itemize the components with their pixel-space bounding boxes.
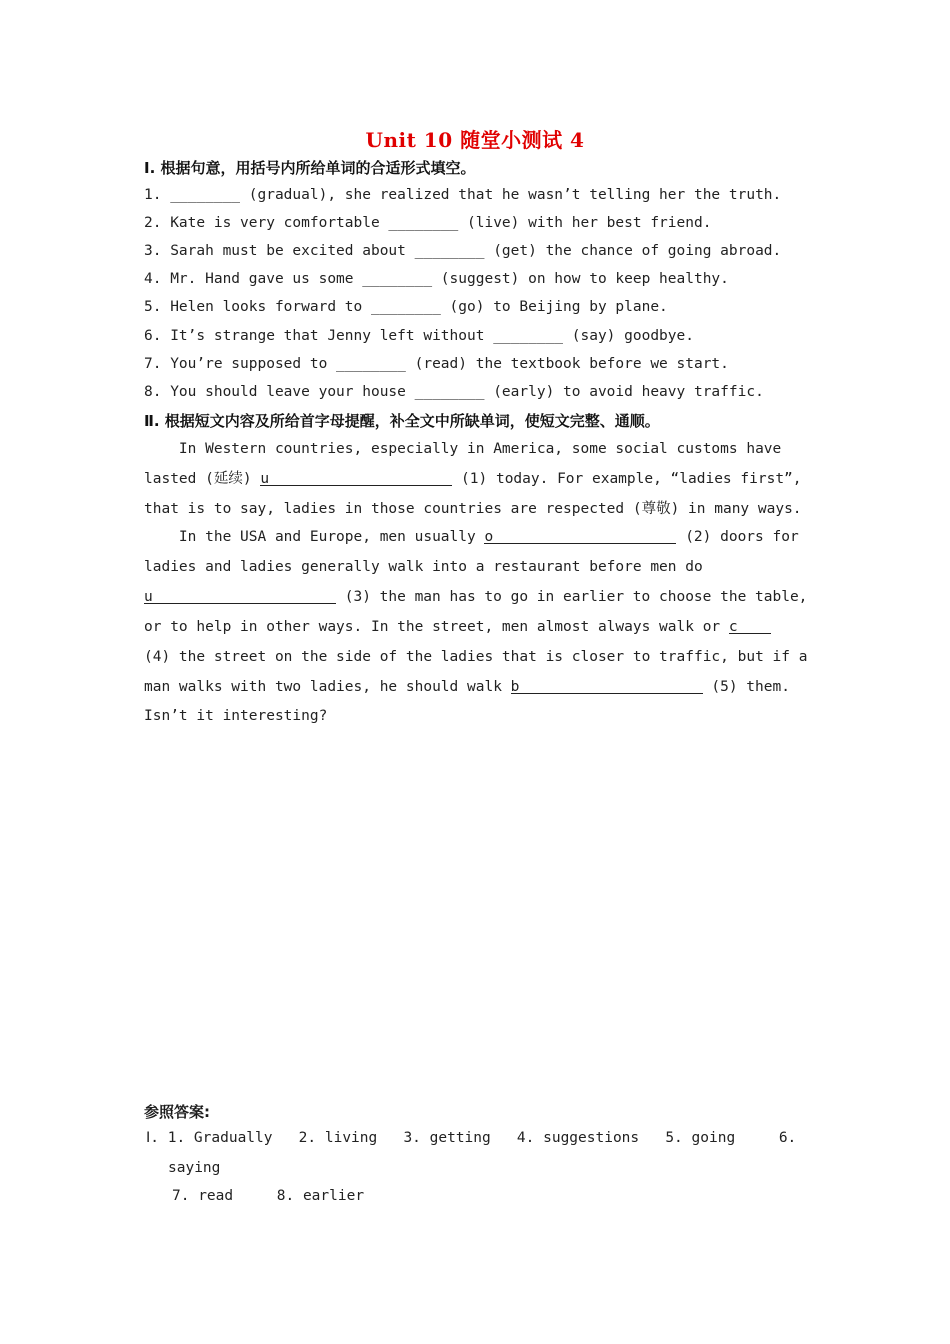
question-6: 6. It’s strange that Jenny left without ________ (say) goodbye. [144,328,694,344]
blank-3[interactable] [144,587,336,604]
passage-text: (3) the man has to go in earlier to choose the table, [336,589,808,605]
passage-text: man walks with two ladies, he should walk [144,679,511,695]
passage-line-4 [144,527,799,547]
blank-5-letter: b [510,679,520,695]
question-1: 1. ________ (gradual), she realized that he wasn’t telling her the truth. [144,187,782,203]
answers-heading: 参照答案: [144,1103,210,1121]
passage-line-10: Isn’t it interesting? [144,708,328,724]
blank-5[interactable] [511,677,703,694]
blank-1-letter: u [260,471,270,487]
blank-3-letter: u [144,589,153,605]
blank-4-letter: c [728,619,738,635]
passage-text: lasted (延续) [144,471,261,487]
answers-line-2: saying [168,1160,221,1176]
passage-text: (2) doors for [676,529,799,545]
question-7: 7. You’re supposed to ________ (read) the textbook before we start. [144,356,729,372]
passage-line-9 [144,677,790,697]
passage-text: (1) today. For example, “ladies first”, [452,471,802,487]
passage-line-6 [144,587,807,607]
question-8: 8. You should leave your house ________ (early) to avoid heavy traffic. [144,384,764,400]
blank-2-letter: o [484,529,494,545]
blank-4[interactable] [729,617,771,634]
passage-text: or to help in other ways. In the street, men almost always walk or [144,619,729,635]
passage-line-7 [144,617,771,637]
question-3: 3. Sarah must be excited about ________ (get) the chance of going abroad. [144,243,782,259]
passage-line-5: ladies and ladies generally walk into a restaurant before men do [144,559,703,575]
question-4: 4. Mr. Hand gave us some ________ (suggest) on how to keep healthy. [144,271,729,287]
passage-text: (5) them. [702,679,790,695]
passage-line-2 [144,469,802,489]
passage-line-1: In Western countries, especially in America, some social customs have [144,441,782,457]
passage-line-8: (4) the street on the side of the ladies that is closer to traffic, but if a [144,649,808,665]
question-5: 5. Helen looks forward to ________ (go) to Beijing by plane. [144,299,668,315]
section1-heading: Ⅰ. 根据句意，用括号内所给单词的合适形式填空。 [144,159,476,177]
blank-1[interactable] [260,469,452,486]
page-title: Unit 10 随堂小测试 4 [365,128,585,152]
question-2: 2. Kate is very comfortable ________ (live) with her best friend. [144,215,712,231]
answers-line-1: Ⅰ. 1. Gradually 2. living 3. getting 4. suggestions 5. going 6. [146,1130,797,1146]
section2-heading: Ⅱ. 根据短文内容及所给首字母提醒，补全文中所缺单词，使短文完整、通顺。 [144,412,660,430]
passage-line-3: that is to say, ladies in those countries are respected (尊敬) in many ways. [144,501,802,517]
blank-2[interactable] [484,527,676,544]
passage-text: In the USA and Europe, men usually [144,529,485,545]
answers-line-3: 7. read 8. earlier [172,1188,365,1204]
